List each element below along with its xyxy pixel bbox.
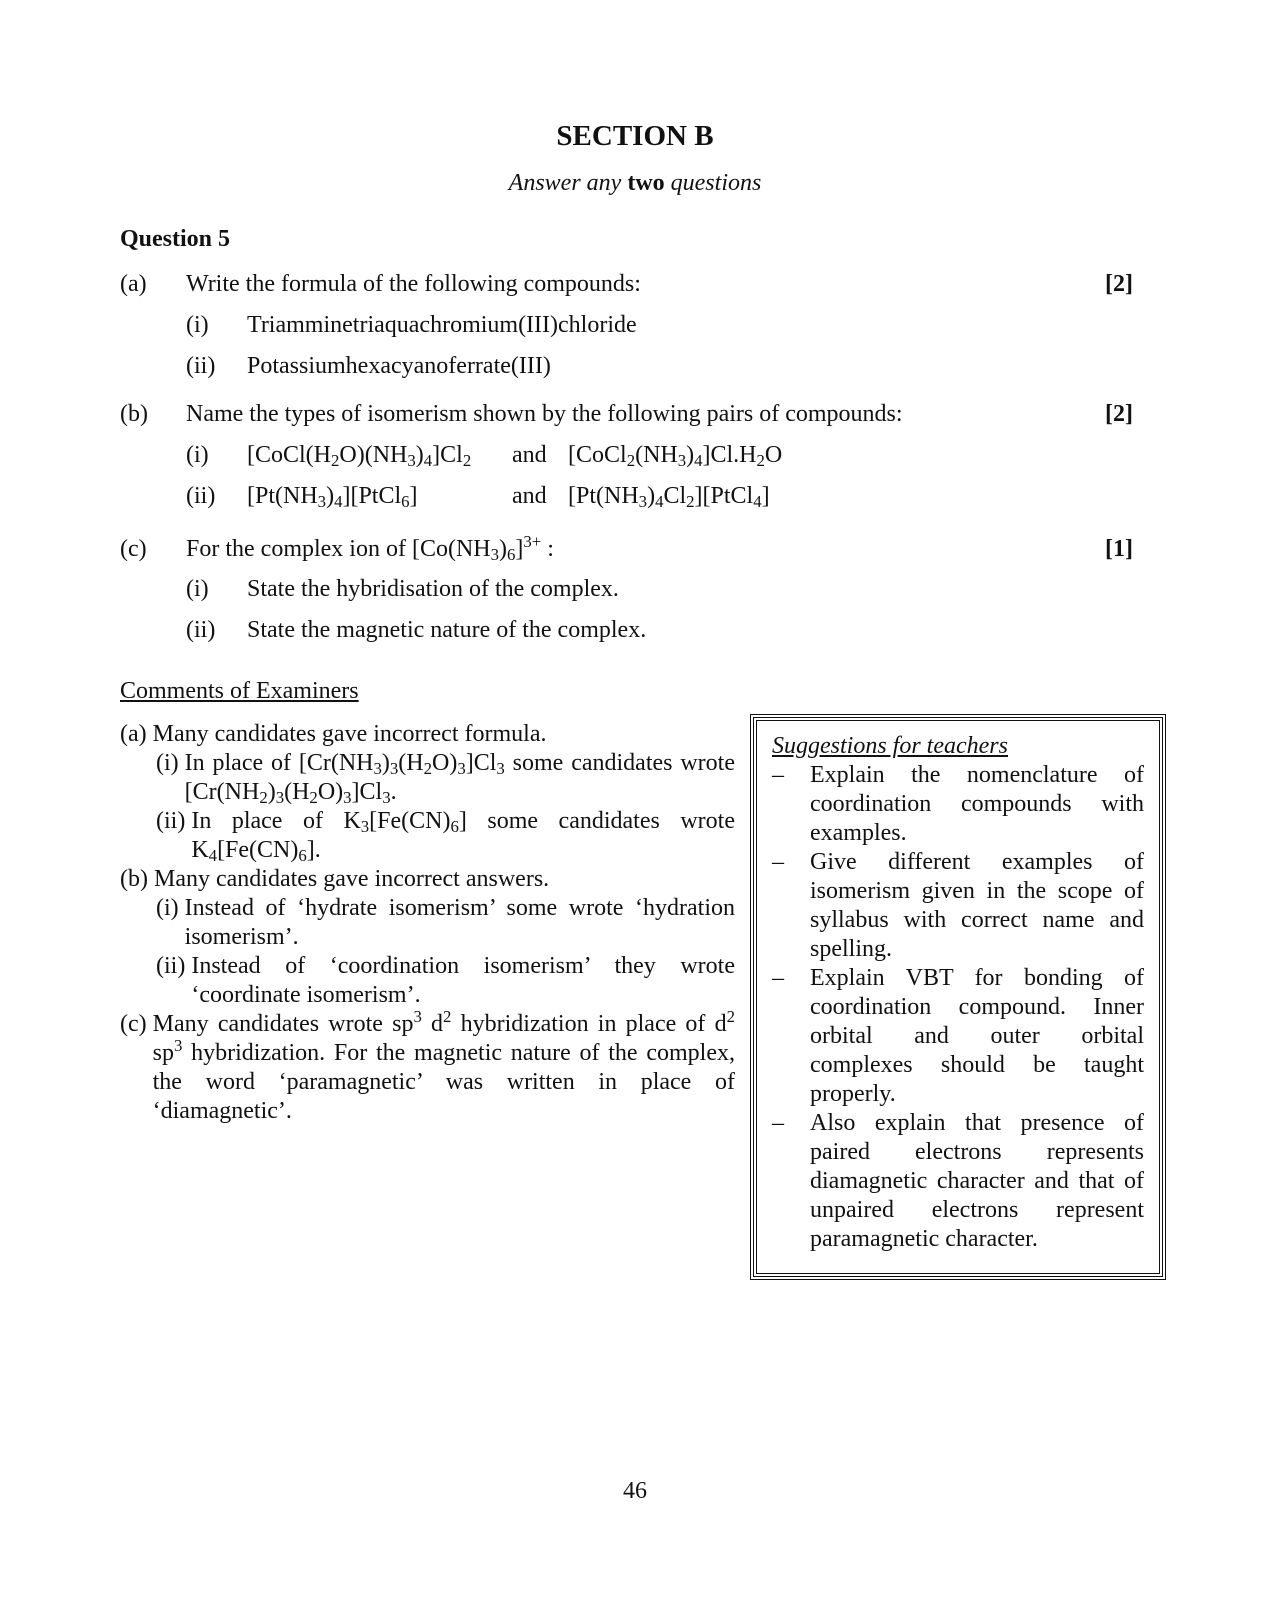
part-b-ii-and: and xyxy=(512,483,547,509)
part-c-marks: [1] xyxy=(1105,536,1133,562)
comments-heading: Comments of Examiners xyxy=(120,678,359,704)
part-b-i-label: (i) xyxy=(186,442,209,468)
part-a-i-text: Triamminetriaquachromium(III)chloride xyxy=(247,312,637,338)
suggestions-box xyxy=(750,714,1166,1280)
suggestion-item: – Explain VBT for bonding of coordination compound. Inner orbital and outer orbital complexes should be taught properly. xyxy=(772,965,1144,1107)
instruction: Answer any two questions xyxy=(508,170,762,196)
part-a-label: (a) xyxy=(120,271,147,297)
part-b-ii-formula-1: $[Pt(NH_3)_4][PtCl_6]$ xyxy=(247,483,418,512)
part-b-text: Name the types of isomerism shown by the following pairs of compounds: xyxy=(186,401,903,427)
part-b-i-and: and xyxy=(512,442,547,468)
comment-b-i: (i) Instead of ‘hydrate isomerism’ some wrote ‘hydration isomerism’. xyxy=(156,895,735,950)
part-a-marks: [2] xyxy=(1105,271,1133,297)
part-c-i-label: (i) xyxy=(186,576,209,602)
comment-a-ii: (ii) In place of $K_3[Fe(CN)_6]$ some candidates wrote $K_4[Fe(CN)_6]$. xyxy=(156,808,735,866)
section-title: SECTION B xyxy=(556,120,714,152)
part-b-ii-label: (ii) xyxy=(186,483,216,509)
suggestion-item: – Give different examples of isomerism given in the scope of syllabus with correct name and spelling. xyxy=(772,849,1144,962)
comment-b-ii: (ii) Instead of ‘coordination isomerism’ they wrote ‘coordinate isomerism’. xyxy=(156,953,735,1008)
comment-a-i: (i) In place of $[Cr(NH_3)_3(H_2O)_3]Cl_3$ some candidates wrote $[Cr(NH_2)_3(H_2O)_3]Cl_3$. xyxy=(156,750,735,808)
examiner-comments xyxy=(120,720,735,1126)
comment-b: (b) Many candidates gave incorrect answers. xyxy=(120,866,550,892)
comment-c: (c) Many candidates wrote $sp^3$ $d^2$ hybridization in place of $d^2$ $sp^3$ hybridization. For the magnetic nature of the complex, the word ‘paramagnetic’ was written in place of ‘diamagnetic’. xyxy=(120,1006,736,1124)
part-b-label: (b) xyxy=(120,401,148,427)
suggestion-item: – Also explain that presence of paired electrons represents diamagnetic character and that of unpaired electrons represent paramagnetic character. xyxy=(772,1110,1144,1252)
part-a-i-label: (i) xyxy=(186,312,209,338)
page-number: 46 xyxy=(623,1478,647,1504)
part-a-ii-label: (ii) xyxy=(186,353,216,379)
part-b-marks: [2] xyxy=(1105,401,1133,427)
part-a-ii-text: Potassiumhexacyanoferrate(III) xyxy=(247,353,551,379)
part-b-ii-formula-2: $[Pt(NH_3)_4Cl_2][PtCl_4]$ xyxy=(568,483,770,512)
part-c-ii-label: (ii) xyxy=(186,617,216,643)
part-c-ii-text: State the magnetic nature of the complex. xyxy=(247,617,647,643)
part-c-label: (c) xyxy=(120,536,147,562)
part-c-text: For the complex ion of $[Co(NH_3)_6]^{3+}$ : xyxy=(186,531,554,565)
suggestions-title: Suggestions for teachers xyxy=(772,733,1008,759)
part-b-i-formula-1: $[CoCl(H_2O)(NH_3)_4]Cl_2$ xyxy=(247,442,472,471)
question-title: Question 5 xyxy=(120,226,231,252)
part-c-i-text: State the hybridisation of the complex. xyxy=(247,576,619,602)
part-b-i-formula-2: $[CoCl_2(NH_3)_4]Cl.H_2O$ xyxy=(568,442,783,471)
part-a-text: Write the formula of the following compounds: xyxy=(186,271,641,297)
comment-a: (a) Many candidates gave incorrect formula. xyxy=(120,721,547,747)
suggestion-item: – Explain the nomenclature of coordination compounds with examples. xyxy=(772,762,1144,846)
